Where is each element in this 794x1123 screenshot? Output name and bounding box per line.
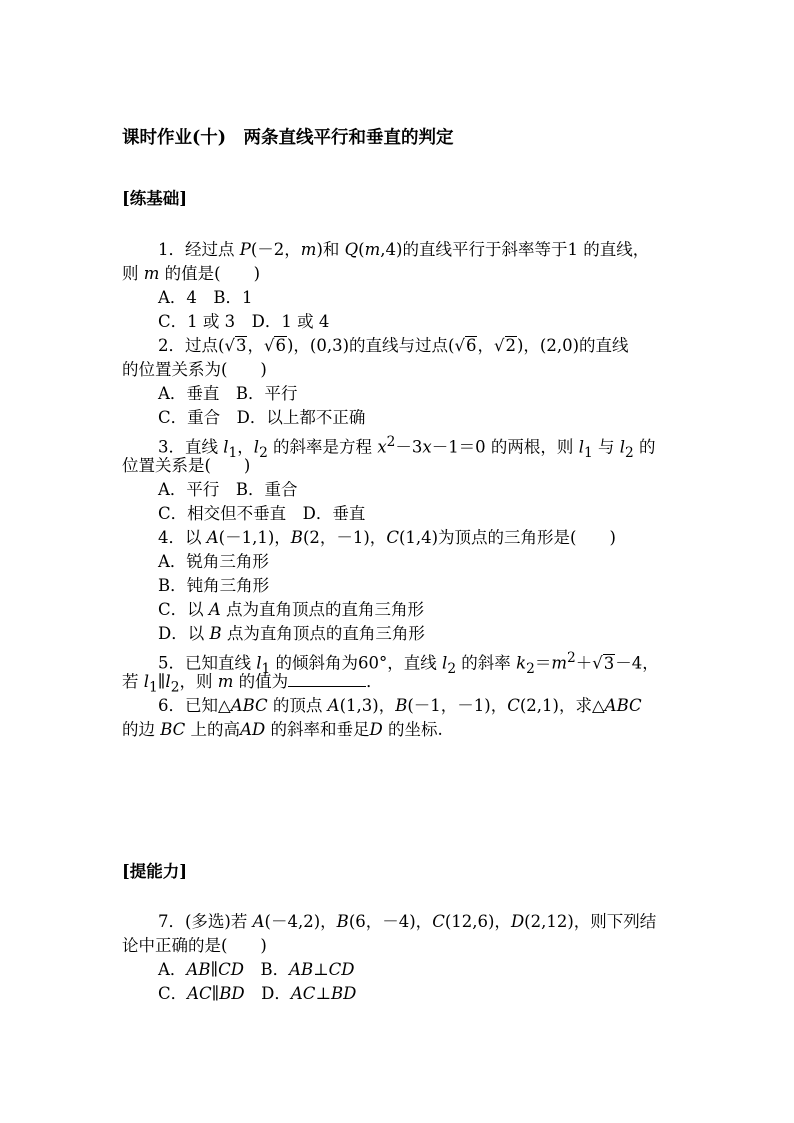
question-7-options-ab: A．AB∥CD B．AB⊥CD: [158, 960, 355, 979]
question-3-line-1: 3．直线 $l_1$，$l_2$ 的斜率是方程 $x^2-3x-1=0$ 的两根，则 $l_1$ 与 $l_2$ 的: [158, 434, 656, 461]
question-2-options-ab: A．垂直 B．平行: [158, 384, 298, 403]
question-6-line-2: 的边 BC 上的高AD 的斜率和垂足D 的坐标.: [122, 720, 443, 739]
question-1-options-cd: C．1 或 3 D．1 或 4: [158, 312, 330, 331]
question-2-line-2: 的位置关系为( ): [122, 360, 267, 379]
question-3-options-ab: A．平行 B．重合: [158, 480, 298, 499]
question-1-options-ab: A．4 B．1: [158, 288, 253, 307]
question-2-options-cd: C．重合 D．以上都不正确: [158, 408, 366, 427]
question-2-line-1: 2．过点(√3，√6)，(0,3)的直线与过点(√6，√2)，(2,0)的直线: [158, 336, 629, 355]
question-1-line-1: 1．经过点 P(－2，m)和 Q(m,4)的直线平行于斜率等于1 的直线，: [158, 240, 650, 259]
question-7-line-1: 7．(多选)若 A(－4,2)，B(6，－4)，C(12,6)，D(2,12)，则下列结: [158, 912, 657, 931]
question-4-line-1: 4．以 A(－1,1)，B(2，－1)，C(1,4)为顶点的三角形是( ): [158, 528, 616, 547]
question-3-options-cd: C．相交但不垂直 D．垂直: [158, 504, 366, 523]
question-4-option-b: B．钝角三角形: [158, 576, 270, 595]
section-heading-advanced: [提能力]: [122, 862, 188, 881]
question-4-option-a: A．锐角三角形: [158, 552, 269, 571]
section-heading-basics: [练基础]: [122, 189, 188, 208]
answer-blank: [288, 672, 366, 687]
question-7-options-cd: C．AC∥BD D．AC⊥BD: [158, 984, 357, 1003]
question-4-option-d: D．以 B 点为直角顶点的直角三角形: [158, 624, 425, 643]
question-5-line-2: 若 $l_1\parallel l_2$，则 m 的值为 ．: [122, 672, 383, 696]
question-7-line-2: 论中正确的是( ): [122, 936, 267, 955]
question-3-line-2: 位置关系是( ): [122, 456, 251, 475]
page-title: 课时作业(十) 两条直线平行和垂直的判定: [122, 128, 454, 148]
question-4-option-c: C．以 A 点为直角顶点的直角三角形: [158, 600, 425, 619]
question-6-line-1: 6．已知△ABC 的顶点 A(1,3)，B(－1，－1)，C(2,1)，求△ABC: [158, 696, 642, 715]
question-5-line-1: 5．已知直线 $l_1$ 的倾斜角为60°，直线 $l_2$ 的斜率 $k_2=m^2+√3-4$，: [158, 650, 659, 677]
question-1-line-2: 则 m 的值是( ): [122, 264, 261, 283]
